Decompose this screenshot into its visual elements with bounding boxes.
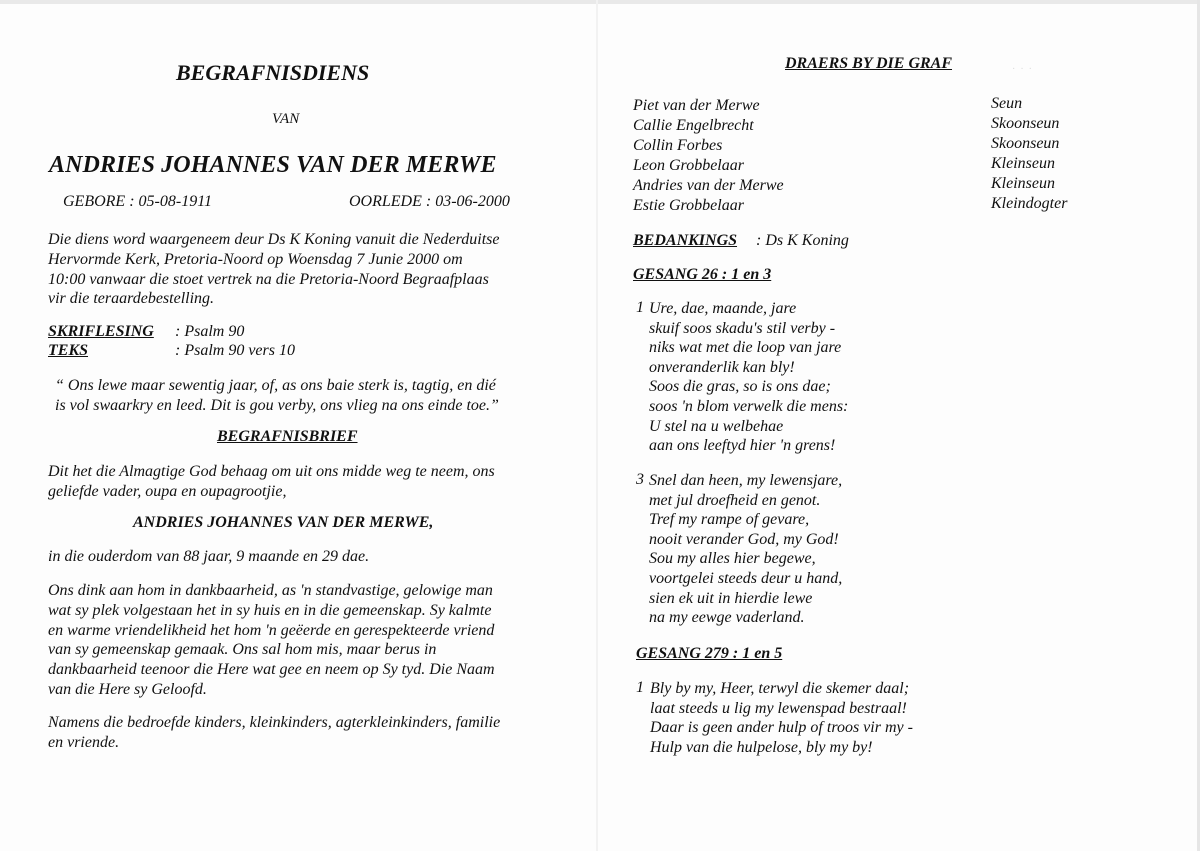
bearer-name: Andries van der Merwe: [633, 177, 784, 194]
hymn-line: laat steeds u lig my lewenspad bestraal!: [650, 699, 907, 717]
bearers-heading: DRAERS BY DIE GRAF: [785, 55, 953, 72]
memory-line: van sy gemeenskap gemaak. Ons sal hom mis, maar berus in: [48, 641, 437, 659]
scripture-quote: [55, 376, 499, 416]
hymn-line: na my eewge vaderland.: [649, 609, 805, 627]
memory-line: dankbaarheid teenoor die Here wat gee en neem op Sy tyd. Die Naam: [48, 661, 495, 679]
letter-intro-line: Dit het die Almagtige God behaag om uit ons midde weg te neem, ons: [48, 463, 495, 480]
bearer-relation: Skoonseun: [991, 115, 1060, 132]
page-title: BEGRAFNISDIENS: [176, 60, 370, 85]
text-value: : Psalm 90 vers 10: [175, 342, 295, 359]
hymn-line: skuif soos skadu's stil verby -: [649, 319, 836, 337]
scan-mark: · · ·: [1012, 64, 1032, 75]
letter-name: ANDRIES JOHANNES VAN DER MERWE,: [133, 514, 434, 531]
hymn2-verse1-number: 1: [636, 679, 644, 696]
reading-value: : Psalm 90: [175, 323, 245, 340]
closing-paragraph: [48, 713, 500, 753]
page-edge-top: [0, 0, 1200, 4]
hymn-line: Snel dan heen, my lewensjare,: [649, 472, 843, 489]
bearer-name: Callie Engelbrecht: [633, 117, 754, 134]
born-date: GEBORE : 05-08-1911: [63, 193, 212, 210]
hymn-line: Bly by my, Heer, terwyl die skemer daal;: [650, 680, 910, 697]
hymn-line: niks wat met die loop van jare: [649, 339, 842, 357]
hymn-line: Hulp van die hulpelose, bly my by!: [650, 738, 873, 756]
hymn-line: Daar is geen ander hulp of troos vir my -: [650, 719, 913, 737]
closing-line: en vriende.: [48, 734, 120, 751]
hymn2-heading: GESANG 279 : 1 en 5: [636, 645, 783, 662]
closing-line: Namens die bedroefde kinders, kleinkinders, agterkleinkinders, familie: [48, 714, 501, 731]
bearer-name: Collin Forbes: [633, 137, 723, 154]
memory-line: van die Here sy Geloofd.: [48, 680, 207, 698]
bearer-relations: [991, 94, 1067, 214]
hymn2-verse1: [650, 679, 913, 757]
bearer-name: Piet van der Merwe: [633, 97, 760, 114]
bearer-relation: Kleindogter: [991, 195, 1068, 212]
service-line: Die diens word waargeneem deur Ds K Koning vanuit die Nederduitse: [48, 231, 500, 248]
service-line: 10:00 vanwaar die stoet vertrek na die Pretoria-Noord Begraafplaas: [48, 270, 489, 288]
hymn1-verse1: [649, 299, 848, 456]
service-details: [48, 230, 500, 309]
bearer-relation: Kleinseun: [991, 155, 1055, 172]
hymn-line: Soos die gras, so is ons dae;: [649, 378, 831, 396]
hymn-line: onveranderlik kan bly!: [649, 358, 795, 376]
bearer-name: Estie Grobbelaar: [633, 197, 744, 214]
letter-heading: BEGRAFNISBRIEF: [217, 428, 358, 445]
reading-label: SKRIFLESING: [48, 323, 154, 340]
quote-line: is vol swaarkry en leed. Dit is gou verby, ons vlieg na ons einde toe.”: [55, 397, 499, 414]
hymn-line: voortgelei steeds deur u hand,: [649, 569, 843, 587]
hymn1-verse3-number: 3: [636, 471, 644, 488]
deceased-name: ANDRIES JOHANNES VAN DER MERWE: [49, 152, 497, 178]
hymn-line: U stel na u welbehae: [649, 417, 784, 435]
hymn-line: sien ek uit in hierdie lewe: [649, 589, 813, 607]
letter-intro-line: geliefde vader, oupa en oupagrootjie,: [48, 483, 287, 500]
bearer-relation: Kleinseun: [991, 175, 1055, 192]
hymn1-heading: GESANG 26 : 1 en 3: [633, 266, 772, 283]
quote-line: “ Ons lewe maar sewentig jaar, of, as ons baie sterk is, tagtig, en dié: [55, 377, 496, 394]
hymn-line: met jul droefheid en genot.: [649, 491, 821, 509]
hymn-line: nooit verander God, my God!: [649, 530, 839, 548]
memory-line: en warme vriendelikheid het hom 'n geëerde en gerespekteerde vriend: [48, 621, 495, 639]
service-line: vir die teraardebestelling.: [48, 290, 215, 308]
van-label: VAN: [272, 111, 300, 127]
hymn1-verse1-number: 1: [636, 299, 644, 316]
service-line: Hervormde Kerk, Pretoria-Noord op Woensdag 7 Junie 2000 om: [48, 250, 463, 268]
memory-line: Ons dink aan hom in dankbaarheid, as 'n standvastige, gelowige man: [48, 582, 493, 599]
hymn-line: soos 'n blom verwelk die mens:: [649, 397, 849, 415]
bearer-names: [633, 96, 784, 216]
page-fold: [596, 0, 598, 851]
hymn1-verse3: [649, 471, 842, 628]
hymn-line: Sou my alles hier begewe,: [649, 550, 816, 568]
bearer-relation: Skoonseun: [991, 135, 1060, 152]
hymn-line: aan ons leeftyd hier 'n grens!: [649, 437, 836, 455]
bearer-name: Leon Grobbelaar: [633, 157, 744, 174]
bearer-relation: Seun: [991, 95, 1023, 112]
thanks-value: : Ds K Koning: [756, 232, 849, 249]
died-date: OORLEDE : 03-06-2000: [349, 193, 510, 210]
hymn-line: Ure, dae, maande, jare: [649, 300, 797, 317]
age-line: in die ouderdom van 88 jaar, 9 maande en 29 dae.: [48, 548, 370, 565]
letter-intro: [48, 462, 495, 502]
memory-line: wat sy plek volgestaan het in sy huis en in die gemeenskap. Sy kalmte: [48, 601, 492, 619]
hymn-line: Tref my rampe of gevare,: [649, 511, 810, 529]
thanks-label: BEDANKINGS: [633, 232, 738, 249]
memory-paragraph: [48, 581, 495, 700]
text-label: TEKS: [48, 342, 89, 359]
